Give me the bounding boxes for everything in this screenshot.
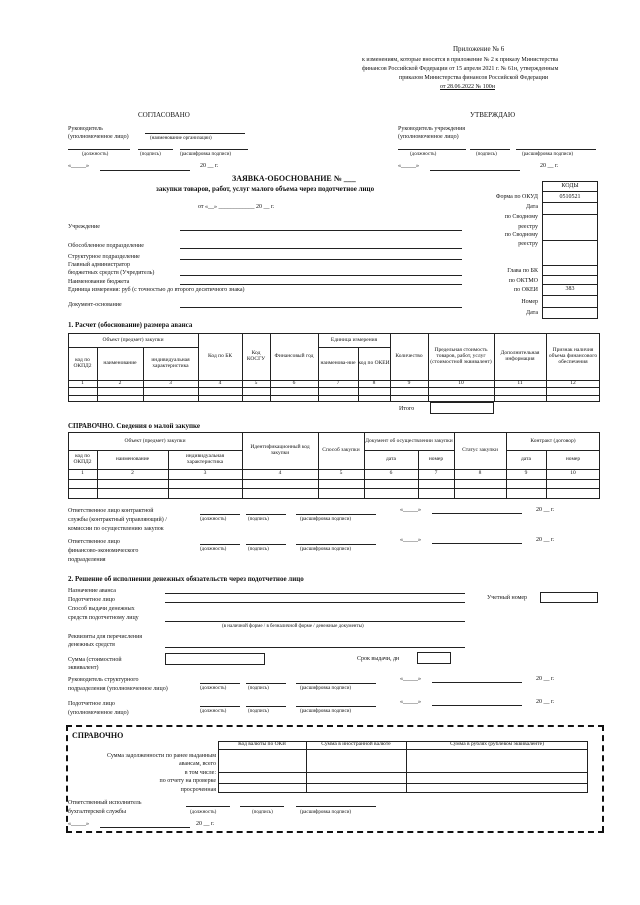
position-line[interactable] bbox=[398, 149, 466, 150]
signature-line[interactable] bbox=[470, 149, 510, 150]
resp2-label: подразделения bbox=[68, 557, 106, 563]
appendix-line: приказом Министерства финансов Российской Федерации bbox=[399, 75, 549, 81]
position-line[interactable] bbox=[200, 544, 240, 545]
col-number: 9 bbox=[407, 379, 411, 386]
debt-label: просроченная bbox=[180, 787, 216, 793]
col-number: 3 bbox=[169, 379, 172, 386]
col-header: Статус закупки bbox=[462, 447, 498, 454]
col-number: 8 bbox=[372, 379, 376, 386]
division-line[interactable] bbox=[180, 248, 462, 249]
col-number: 12 bbox=[570, 379, 576, 386]
month-line[interactable] bbox=[100, 827, 190, 828]
resp1-label: комиссии по осуществлению закупок bbox=[68, 526, 164, 532]
head-left-label: Руководитель bbox=[68, 126, 103, 132]
codes-divider bbox=[542, 307, 598, 308]
codes-divider bbox=[542, 275, 598, 276]
signature-line[interactable] bbox=[240, 806, 284, 807]
resp-buh-label: бухгалтерской службы bbox=[68, 809, 126, 815]
signature-line[interactable] bbox=[246, 706, 286, 707]
decode-hint: (расшифровка подписи) bbox=[300, 517, 352, 522]
col-number: 1 bbox=[81, 379, 84, 386]
col-header: индивидуальная характеристика bbox=[185, 453, 225, 465]
method-hint: (в наличной форме / в безналичной форме / денежные документы) bbox=[222, 624, 364, 629]
method-line[interactable] bbox=[165, 621, 465, 622]
form-subtitle: закупки товаров, работ, услуг малого объема через подотчетное лицо bbox=[156, 185, 375, 193]
row-divider bbox=[68, 387, 600, 388]
svod-label: реестру bbox=[518, 224, 538, 230]
decode-line[interactable] bbox=[296, 544, 376, 545]
signature-line[interactable] bbox=[246, 514, 286, 515]
basis-label: Документ-основание bbox=[68, 302, 122, 308]
signature-hint: (подпись) bbox=[248, 709, 269, 714]
sum-input[interactable] bbox=[165, 653, 265, 665]
person-label: Подотчетное лицо bbox=[68, 597, 115, 603]
total-cell[interactable] bbox=[430, 402, 494, 414]
codes-divider bbox=[542, 284, 598, 285]
gabs-label: Главный администратор bbox=[68, 262, 131, 268]
appendix-line: финансов Российской Федерации от 15 апреля 2021 г. № 61н, утвержденным bbox=[362, 66, 559, 72]
org-line[interactable] bbox=[145, 133, 245, 134]
method-label: средств подотчетному лицу bbox=[68, 615, 139, 621]
col-number: 8 bbox=[478, 470, 482, 477]
decode-hint: (расшифровка подписи) bbox=[180, 152, 232, 157]
codes-divider bbox=[542, 214, 598, 215]
col-header: Объект (предмет) закупки bbox=[102, 336, 164, 343]
debt-label: в том числе: bbox=[184, 770, 216, 776]
number-label: Номер bbox=[521, 299, 538, 305]
head-struct-label: подразделения (уполномоченное лицо) bbox=[68, 686, 168, 692]
dashed-border bbox=[66, 725, 604, 727]
position-hint: (должность) bbox=[200, 709, 227, 714]
sub-person-label: (уполномоченное лицо) bbox=[68, 710, 129, 716]
sum-label: Сумма (стоимостной bbox=[68, 657, 122, 663]
col-number: 3 bbox=[203, 470, 207, 477]
col-header: Количество bbox=[395, 353, 423, 360]
col-header: Финансовый год bbox=[274, 353, 314, 360]
term-label: Срок выдачи, дн bbox=[357, 656, 400, 662]
col-number: 10 bbox=[458, 379, 464, 386]
date2-label: Дата bbox=[526, 310, 538, 316]
month-line[interactable] bbox=[432, 705, 522, 706]
head-right-label: Руководитель учреждения bbox=[398, 126, 466, 132]
date-quote: «_____» bbox=[68, 821, 89, 827]
month-line[interactable] bbox=[100, 170, 190, 171]
codes-divider bbox=[542, 191, 598, 192]
position-line[interactable] bbox=[68, 149, 130, 150]
position-hint: (должность) bbox=[200, 686, 227, 691]
month-line[interactable] bbox=[432, 513, 522, 514]
date-quote: «_____» bbox=[400, 537, 421, 543]
svod-label: по Сводному bbox=[504, 214, 538, 220]
position-hint: (должность) bbox=[82, 152, 109, 157]
col-header: Сумма в иностранной валюте bbox=[321, 741, 391, 748]
col-header: Сумма в рублях (рублевом эквиваленте) bbox=[450, 741, 544, 748]
col-header: дата bbox=[385, 456, 396, 463]
col-header: номер bbox=[565, 456, 581, 463]
avans-label: Назначение аванса bbox=[68, 588, 116, 594]
account-input[interactable] bbox=[540, 592, 598, 603]
col-header: наименование bbox=[115, 456, 150, 463]
agreed-label: СОГЛАСОВАНО bbox=[138, 111, 190, 119]
decode-hint: (расшифровка подписи) bbox=[300, 686, 352, 691]
sub-person-label: Подотчетное лицо bbox=[68, 701, 115, 707]
month-line[interactable] bbox=[432, 682, 522, 683]
position-hint: (должность) bbox=[200, 517, 227, 522]
col-header: наименова-ние bbox=[320, 360, 356, 367]
col-number: 5 bbox=[339, 470, 343, 477]
dashed-border bbox=[66, 831, 604, 833]
debt-label: по отчету на проверке bbox=[159, 778, 216, 784]
unit-label: Единица измерения: руб (с точностью до второго десятичного знака) bbox=[68, 287, 245, 293]
col-number: 5 bbox=[254, 379, 258, 386]
head-struct-label: Руководитель структурного bbox=[68, 677, 139, 683]
position-hint: (должность) bbox=[410, 152, 437, 157]
month-line[interactable] bbox=[432, 543, 522, 544]
col-header: Дополнительная информация bbox=[500, 350, 540, 362]
position-line[interactable] bbox=[186, 806, 230, 807]
col-number: 10 bbox=[570, 470, 576, 477]
decode-hint: (расшифровка подписи) bbox=[300, 810, 352, 815]
svod-label: реестру bbox=[518, 241, 538, 247]
col-header: код по ОКПД2 bbox=[73, 453, 92, 465]
col-number: 7 bbox=[336, 379, 340, 386]
decode-line[interactable] bbox=[296, 683, 376, 684]
col-number: 2 bbox=[118, 379, 122, 386]
year-label: 20 __ г. bbox=[536, 537, 555, 543]
structural-label: Структурное подразделение bbox=[68, 254, 140, 260]
position-line[interactable] bbox=[200, 683, 240, 684]
okei-value: 383 bbox=[565, 286, 575, 292]
col-number: 7 bbox=[434, 470, 438, 477]
col-header: Способ закупки bbox=[322, 447, 360, 454]
dashed-border bbox=[602, 725, 604, 832]
row-divider bbox=[68, 395, 600, 396]
section2-title: 2. Решение об исполнении денежных обязательств через подотчетное лицо bbox=[68, 575, 304, 583]
structural-line[interactable] bbox=[180, 259, 462, 260]
signature-line[interactable] bbox=[246, 683, 286, 684]
row-divider bbox=[68, 479, 600, 480]
decode-line[interactable] bbox=[516, 149, 596, 150]
decode-line[interactable] bbox=[180, 149, 248, 150]
col-header: Признак наличия объема финансового обеспечения bbox=[548, 347, 598, 365]
date-quote: «_____» bbox=[400, 699, 421, 705]
oktmo-label: по ОКТМО bbox=[508, 278, 538, 284]
signature-hint: (подпись) bbox=[248, 517, 269, 522]
row-divider bbox=[68, 488, 600, 489]
requisites-line[interactable] bbox=[165, 647, 465, 648]
position-hint: (должность) bbox=[190, 810, 217, 815]
row-divider bbox=[218, 772, 588, 773]
division-label: Обособленное подразделение bbox=[68, 243, 144, 249]
requisites-label: денежных средств bbox=[68, 642, 115, 648]
year-label: 20 __ г. bbox=[200, 163, 219, 169]
appendix-line: от 28.06.2022 № 100н bbox=[440, 84, 495, 90]
bk-label: Глава по БК bbox=[507, 268, 538, 274]
year-label: 20 __ г. bbox=[196, 821, 215, 827]
year-label: 20 __ г. bbox=[536, 507, 555, 513]
col-header: Единица измерения bbox=[330, 336, 378, 343]
head-left-label2: (уполномоченное лицо) bbox=[68, 134, 129, 140]
head-right-label2: (уполномоченное лицо) bbox=[398, 134, 459, 140]
row-divider bbox=[218, 749, 588, 750]
spravochno2-title: СПРАВОЧНО bbox=[72, 731, 124, 740]
col-header: Код КОСГУ bbox=[246, 350, 266, 362]
total-label: Итого bbox=[399, 406, 415, 412]
method-label: Способ выдачи денежных bbox=[68, 606, 135, 612]
form-title: ЗАЯВКА-ОБОСНОВАНИЕ № ___ bbox=[232, 174, 356, 183]
col-header: Объект (предмет) закупки bbox=[124, 437, 186, 444]
gabs-label: бюджетных средств (Учредитель) bbox=[68, 270, 155, 276]
col-header: номер bbox=[428, 456, 444, 463]
col-number: 2 bbox=[131, 470, 134, 477]
col-header: код по ОКПД2 bbox=[73, 357, 92, 369]
decode-hint: (расшифровка подписи) bbox=[522, 152, 574, 157]
institution-label: Учреждение bbox=[68, 224, 100, 230]
signature-line[interactable] bbox=[246, 544, 286, 545]
budget-label: Наименование бюджета bbox=[68, 279, 130, 285]
gabs-line[interactable] bbox=[180, 275, 462, 276]
col-number: 4 bbox=[218, 379, 222, 386]
position-line[interactable] bbox=[200, 514, 240, 515]
year-label: 20 __ г. bbox=[540, 163, 559, 169]
position-hint: (должность) bbox=[200, 547, 227, 552]
col-header: Документ об осуществлении закупки bbox=[365, 437, 453, 444]
codes-divider bbox=[542, 295, 598, 296]
col-header: дата bbox=[520, 456, 531, 463]
col-number: 6 bbox=[292, 379, 296, 386]
row-divider bbox=[218, 783, 588, 784]
codes-divider bbox=[542, 240, 598, 241]
appendix-number: Приложение № 6 bbox=[453, 45, 505, 53]
debt-label: авансам, всего bbox=[179, 761, 216, 767]
col-header: Код валюты по ОКВ bbox=[238, 741, 286, 748]
position-line[interactable] bbox=[200, 706, 240, 707]
institution-line[interactable] bbox=[180, 230, 462, 231]
org-name-hint: (наименование организации) bbox=[150, 136, 212, 141]
section1-title: 1. Расчет (обоснование) размера аванса bbox=[68, 321, 193, 329]
debt-label: Сумма задолженности по ранее выданным bbox=[106, 753, 216, 759]
signature-hint: (подпись) bbox=[252, 810, 273, 815]
decode-hint: (расшифровка подписи) bbox=[300, 709, 352, 714]
decode-line[interactable] bbox=[296, 806, 376, 807]
okud-label: Форма по ОКУД bbox=[495, 194, 538, 200]
account-label: Учетный номер bbox=[487, 595, 528, 601]
approved-label: УТВЕРЖДАЮ bbox=[470, 111, 516, 119]
year-label: 20 __ г. bbox=[536, 676, 555, 682]
date-quote: «_____» bbox=[68, 163, 89, 169]
col-number: 9 bbox=[524, 470, 528, 477]
col-header: код по ОКЕИ bbox=[358, 360, 390, 367]
col-header: Контракт (договор) bbox=[530, 437, 576, 444]
col-header: индивидуальная характеристика bbox=[151, 357, 190, 369]
resp1-label: Ответственное лицо контрактной bbox=[68, 508, 154, 514]
person-line[interactable] bbox=[165, 602, 465, 603]
codes-header: КОДЫ bbox=[561, 183, 579, 189]
resp-buh-label: Ответственный исполнитель bbox=[68, 800, 142, 806]
form-date: от «__» ____________ 20 __ г. bbox=[198, 204, 275, 210]
date-quote: «_____» bbox=[398, 163, 419, 169]
signature-hint: (подпись) bbox=[476, 152, 497, 157]
spravochno1-title: СПРАВОЧНО. Сведения о малой закупке bbox=[68, 422, 200, 430]
dashed-border bbox=[66, 725, 68, 832]
okei-label: по ОКЕИ bbox=[513, 287, 538, 293]
date-quote: «_____» bbox=[400, 676, 421, 682]
signature-hint: (подпись) bbox=[140, 152, 161, 157]
col-number: 1 bbox=[81, 470, 84, 477]
date-label: Дата bbox=[526, 204, 538, 210]
year-label: 20 __ г. bbox=[536, 699, 555, 705]
decode-line[interactable] bbox=[296, 706, 376, 707]
month-line[interactable] bbox=[430, 170, 520, 171]
col-header: Код по БК bbox=[207, 353, 233, 360]
decode-hint: (расшифровка подписи) bbox=[300, 547, 352, 552]
appendix-line: к изменениям, которые вносятся в приложение № 2 к приказу Министерства bbox=[362, 57, 559, 63]
date-quote: «_____» bbox=[400, 507, 421, 513]
col-header: Предельная стоимость товаров, работ, услуг (стоимостной эквивалент) bbox=[430, 347, 492, 365]
resp2-label: Ответственное лицо bbox=[68, 539, 120, 545]
svod-label: по Сводному bbox=[504, 232, 538, 238]
col-number: 11 bbox=[517, 379, 523, 386]
decode-line[interactable] bbox=[296, 514, 376, 515]
signature-line[interactable] bbox=[138, 149, 173, 150]
term-input[interactable] bbox=[417, 652, 451, 664]
signature-hint: (подпись) bbox=[248, 547, 269, 552]
sum-label: эквивалент) bbox=[68, 665, 99, 671]
resp1-label: службы (контрактный управляющий) / bbox=[68, 517, 167, 523]
okud-value: 0510521 bbox=[559, 194, 581, 200]
resp2-label: финансово-экономического bbox=[68, 548, 139, 554]
avans-line[interactable] bbox=[165, 593, 465, 594]
codes-divider bbox=[542, 202, 598, 203]
col-header: Идентификационный код закупки bbox=[250, 444, 310, 456]
col-number: 6 bbox=[389, 470, 393, 477]
budget-line[interactable] bbox=[180, 284, 462, 285]
codes-divider bbox=[542, 265, 598, 266]
col-header: наименование bbox=[103, 360, 137, 367]
basis-line[interactable] bbox=[180, 307, 462, 308]
col-number: 4 bbox=[278, 470, 282, 477]
requisites-label: Реквизиты для перечисления bbox=[68, 634, 143, 640]
signature-hint: (подпись) bbox=[248, 686, 269, 691]
